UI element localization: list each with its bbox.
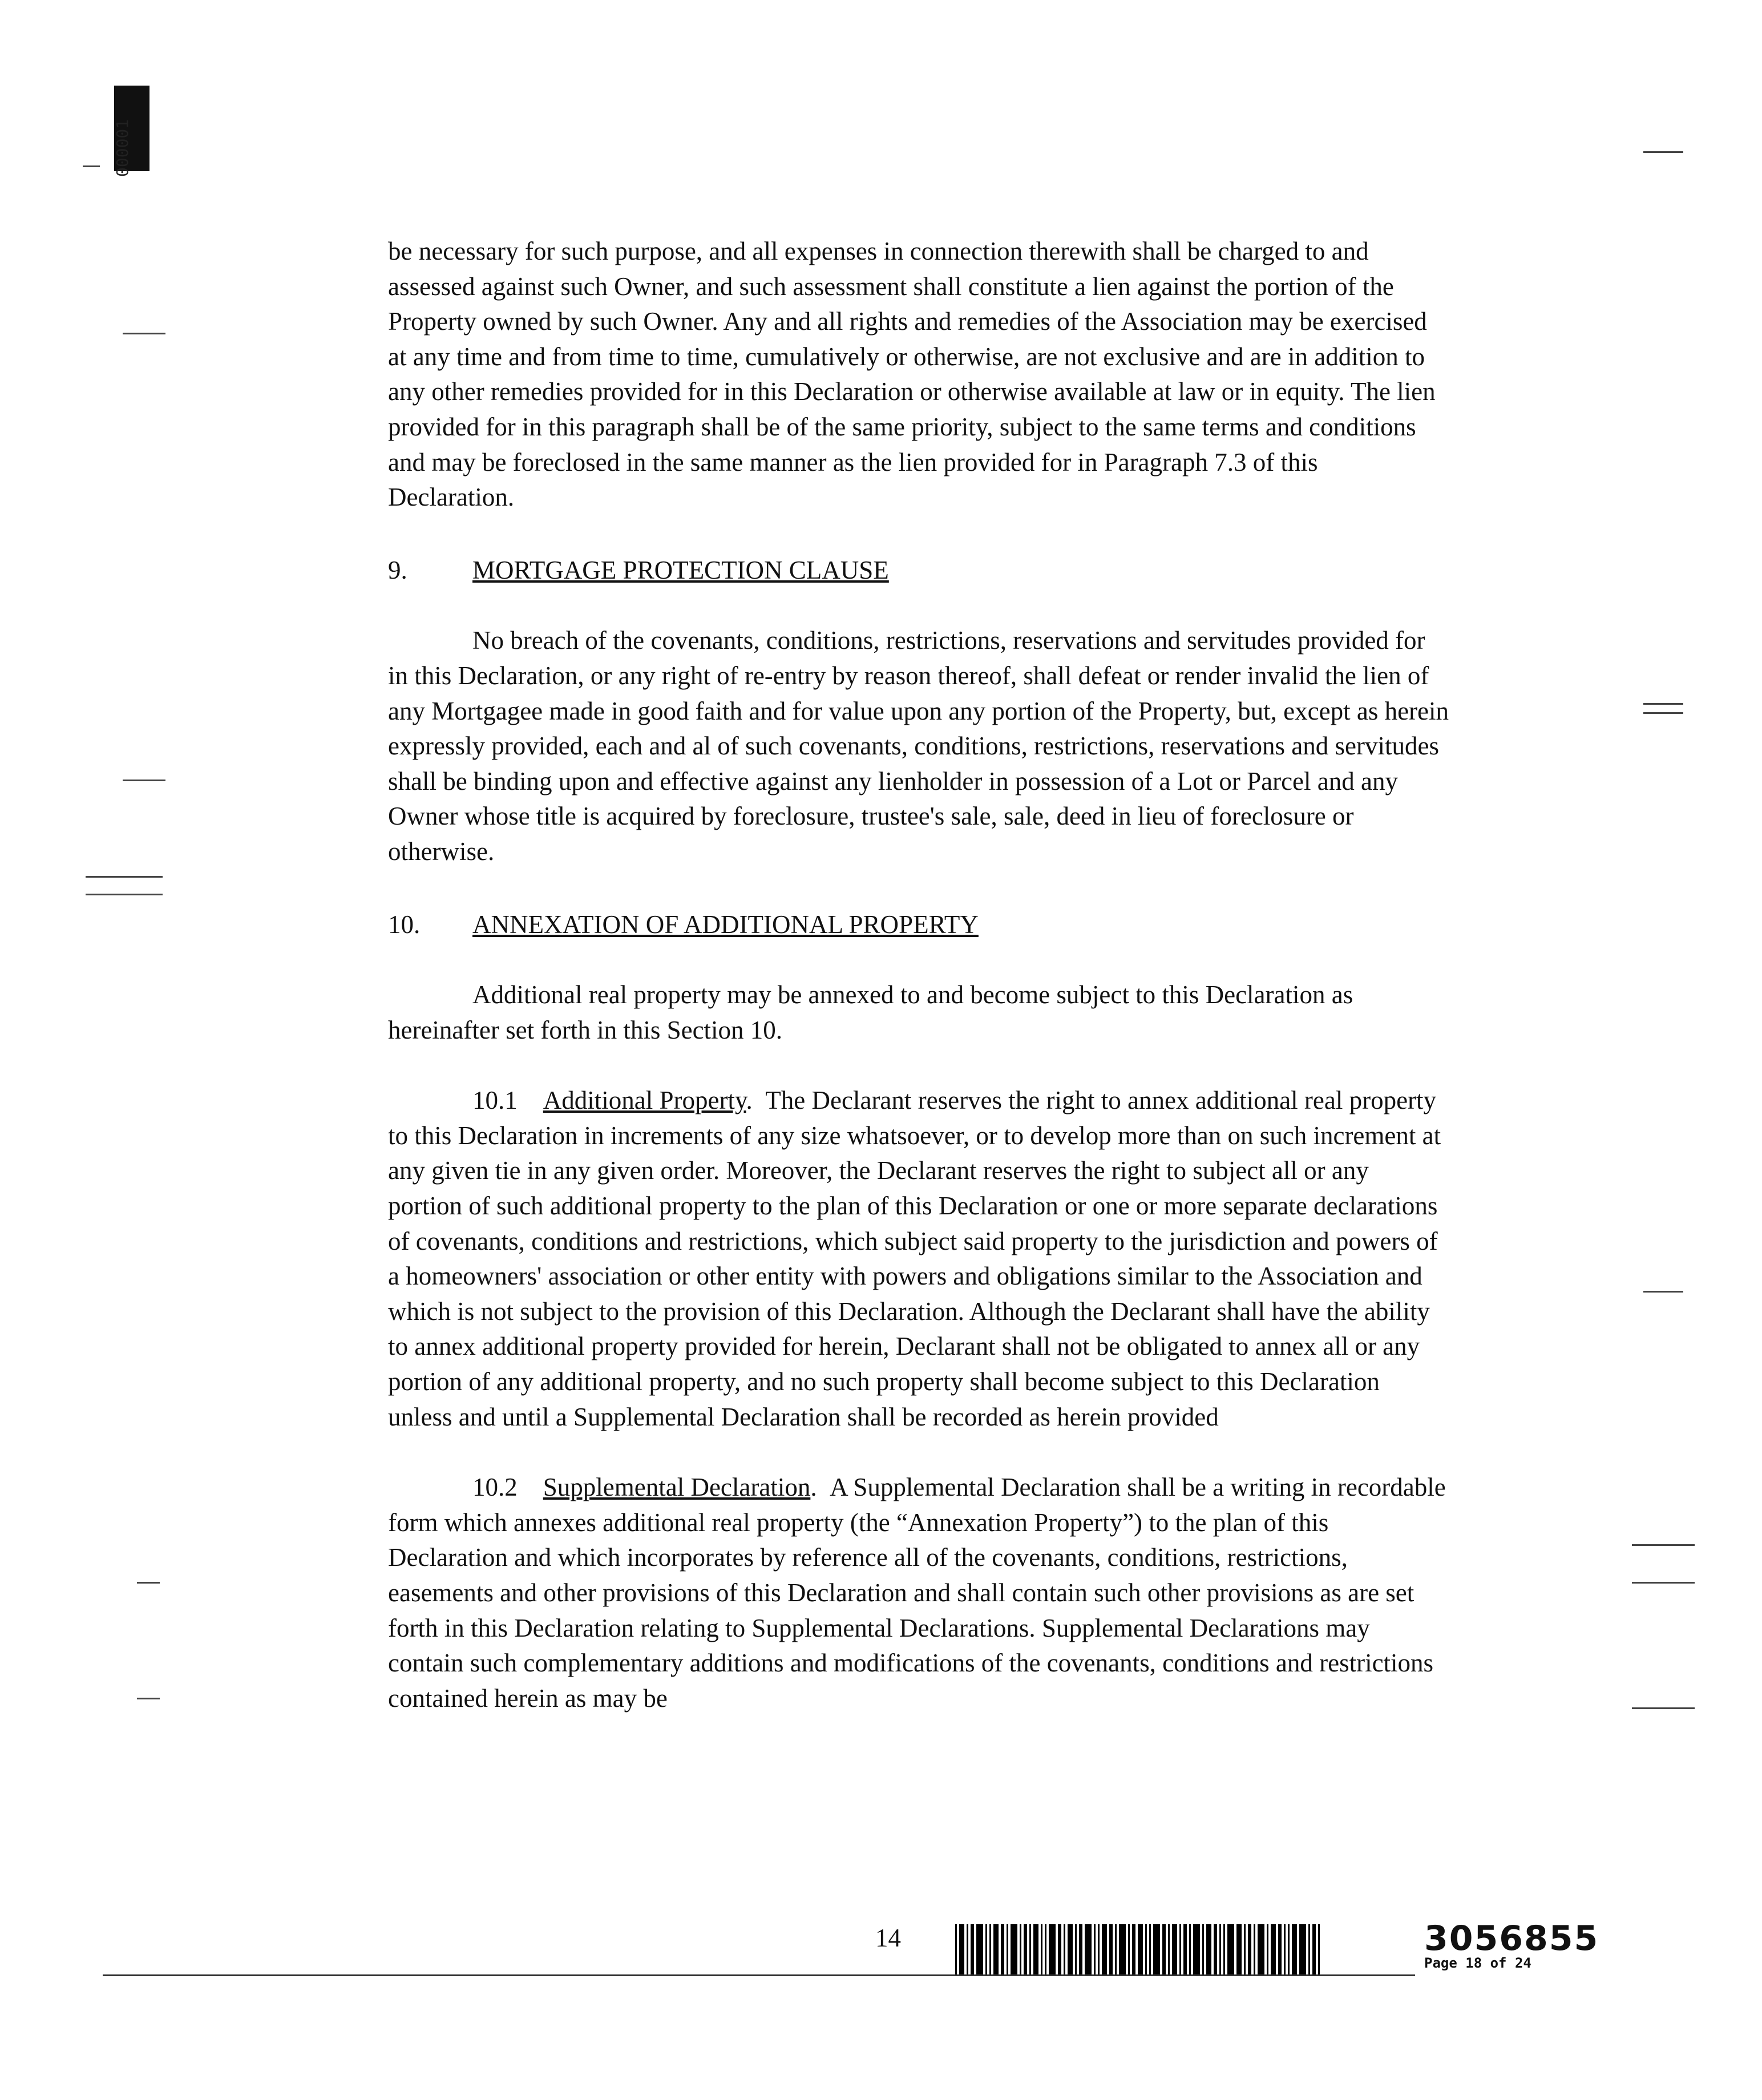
barcode-bar	[955, 1924, 957, 1976]
barcode-bar	[1068, 1924, 1073, 1976]
barcode-bar	[1149, 1924, 1151, 1976]
barcode-bar	[1284, 1924, 1286, 1976]
page-number: 14	[875, 1924, 901, 1952]
barcode-bar	[1162, 1924, 1166, 1976]
barcode-bar	[1278, 1924, 1282, 1976]
barcode-bar	[1227, 1924, 1234, 1976]
scan-tick-mark	[1643, 1291, 1683, 1293]
barcode-bar	[1020, 1924, 1021, 1976]
barcode-bar	[1299, 1924, 1306, 1976]
barcode-bar	[1132, 1924, 1135, 1976]
barcode-bar	[1244, 1924, 1246, 1976]
barcode-bar	[1007, 1924, 1008, 1976]
barcode-bar	[1172, 1924, 1177, 1976]
section-9-paragraph: No breach of the covenants, conditions, restrictions, reservations and servitudes provided for in this Declaration, or any right of re-entry by reason thereof, shall defeat or render invalid the lien of any Mortgagee made in good faith and for value upon any portion of the Property, but, except as herein expressly provided, each and al of such covenants, conditions, restrictions, reservations and servitudes shall be binding upon and effective against any lienholder in possession of a Lot or Parcel and any Owner whose title is acquired by foreclosure, trustee's sale, sale, deed in lieu of foreclosure or otherwise.	[388, 626, 1449, 866]
barcode-bar	[1258, 1924, 1264, 1976]
barcode-bar	[1058, 1924, 1061, 1976]
section-10-heading	[388, 907, 1449, 943]
barcode-bar	[1119, 1924, 1126, 1976]
subsection-10-2-paragraph: 10.2 Supplemental Declaration. A Supplemental Declaration shall be a writing in recordable form which annexes additional real property (the “Annexation Property”) to the plan of this Declaration and which incorporates by reference all of the covenants, conditions, restrictions, easements and other provisions of this Declaration and shall contain such other provisions as are set forth in this Declaration relating to Supplemental Declarations. Supplemental Declarations may contain such complementary additions and modifications of the covenants, conditions and restrictions contained herein as may be	[388, 1473, 1446, 1713]
scan-tick-mark	[123, 780, 165, 781]
barcode-bar	[1049, 1924, 1056, 1976]
scan-tick-mark	[1632, 1582, 1695, 1584]
scan-tick-mark	[1632, 1544, 1695, 1546]
barcode-bar	[1033, 1924, 1038, 1976]
scan-tick-mark	[137, 1582, 160, 1584]
barcode-bar	[1214, 1924, 1217, 1976]
scan-tick-mark	[137, 1698, 160, 1699]
barcode-bar	[1001, 1924, 1004, 1976]
barcode-bar	[1138, 1924, 1143, 1976]
scan-tick-mark	[83, 165, 100, 167]
barcode-bar	[1109, 1924, 1113, 1976]
footer-rule	[103, 1974, 1415, 1976]
barcode-bar	[1312, 1924, 1316, 1976]
section-number: 10.	[388, 910, 421, 939]
barcode-bar	[1168, 1924, 1170, 1976]
barcode-bar	[976, 1924, 983, 1976]
barcode-bar	[1024, 1924, 1027, 1976]
barcode-bar	[1202, 1924, 1204, 1976]
barcode-bar	[1064, 1924, 1065, 1976]
barcode-bar	[959, 1924, 964, 1976]
barcode-bar	[1094, 1924, 1096, 1976]
barcode-bar	[1219, 1924, 1221, 1976]
barcode-bar	[1183, 1924, 1187, 1976]
subsection-10-1-paragraph: 10.1 Additional Property. The Declarant reserves the right to annex additional real property to this Declaration in increments of any size whatsoever, or to develop more than on such increment at any given tie in any given order. Moreover, the Declarant reserves the right to subject all or any portion of such additional property to the plan of this Declaration or one or more separate declarations of covenants, conditions and restrictions, which subject said property to the jurisdiction and powers of a homeowners' association or other entity with powers and obligations similar to the Association and which is not subject to the provision of this Declaration. Although the Declarant shall have the ability to annex additional property provided for herein, Declarant shall not be obligated to annex all or any portion of any additional property, and no such property shall become subject to this Declaration unless and until a Supplemental Declaration shall be recorded as herein provided	[388, 1086, 1441, 1431]
scan-tick-mark	[86, 876, 163, 878]
barcode-bar	[1075, 1924, 1077, 1976]
barcode-bar	[985, 1924, 987, 1976]
scan-tick-mark	[1643, 712, 1683, 714]
scan-tick-mark	[123, 333, 165, 334]
scan-tick-mark	[1643, 703, 1683, 705]
barcode-bar	[971, 1924, 974, 1976]
barcode-bar	[1189, 1924, 1191, 1976]
section-9-heading	[388, 553, 1449, 588]
section-title: ANNEXATION OF ADDITIONAL PROPERTY	[472, 910, 979, 939]
barcode-bar	[1292, 1924, 1297, 1976]
barcode-bar	[1029, 1924, 1031, 1976]
subsection-title: Supplemental Declaration	[543, 1473, 811, 1502]
barcode-bar	[1308, 1924, 1310, 1976]
barcode-bar	[1085, 1924, 1092, 1976]
barcode-bar	[1193, 1924, 1200, 1976]
barcode-bar	[1145, 1924, 1147, 1976]
scan-tick-mark	[1643, 151, 1683, 153]
subsection-title: Additional Property	[543, 1086, 746, 1115]
section-title: MORTGAGE PROTECTION CLAUSE	[472, 555, 889, 584]
barcode-bar	[1153, 1924, 1160, 1976]
barcode-bar	[1011, 1924, 1017, 1976]
barcode-bar	[1254, 1924, 1255, 1976]
intro-paragraph: be necessary for such purpose, and all expenses in connection therewith shall be charged to and assessed against such Owner, and such assessment shall constitute a lien against the portion of the Property owned by such Owner. Any and all rights and remedies of the Association may be exercised at any time and from time to time, cumulatively or otherwise, are not exclusive and are in addition to any other remedies provided for in this Declaration or otherwise available at law or in equity. The lien provided for in this paragraph shall be of the same priority, subject to the same terms and conditions and may be foreclosed in the same manner as the lien provided for in Paragraph 7.3 of this Declaration.	[388, 237, 1436, 512]
barcode-bar	[1179, 1924, 1181, 1976]
margin-stamp-number: 000001	[113, 119, 132, 177]
barcode-bar	[989, 1924, 991, 1976]
barcode-bar	[1128, 1924, 1130, 1976]
scan-tick-mark	[86, 894, 163, 895]
subsection-number: 10.2	[472, 1473, 518, 1502]
barcode-bar	[1115, 1924, 1117, 1976]
subsection-text: A Supplemental Declaration shall be a writing in recordable form which annexes additional real property (the “Annexation Property”) to the plan of this Declaration and which incorporates by reference all of the covenants, conditions, restrictions, easements and other provisions of this Declaration and shall contain such other provisions as are set forth in this Declaration relating to Supplemental Declarations. Supplemental Declarations may contain such complementary additions and modifications of the covenants, conditions and restrictions contained herein as may be	[388, 1473, 1446, 1713]
barcode-bar	[1248, 1924, 1251, 1976]
subsection-text: The Declarant reserves the right to annex additional real property to this Declaration in increments of any size whatsoever, or to develop more than on such increment at any given tie in any given order. Moreover, the Declarant reserves the right to subject all or any portion of such additional property to the plan of this Declaration or one or more separate declarations of covenants, conditions and restrictions, which subject said property to the jurisdiction and powers of a homeowners' association or other entity with powers and obligations similar to the Association and which is not subject to the provision of this Declaration. Although the Declarant shall have the ability to annex additional property provided for herein, Declarant shall not be obligated to annex all or any portion of any additional property, and no such property shall become subject to this Declaration unless and until a Supplemental Declaration shall be recorded as herein provided	[388, 1086, 1441, 1431]
barcode-bar	[967, 1924, 968, 1976]
barcode-bar	[1206, 1924, 1211, 1976]
recording-barcode	[955, 1924, 1406, 1976]
barcode-bar	[1045, 1924, 1046, 1976]
barcode-bar	[1041, 1924, 1042, 1976]
barcode-bar	[1318, 1924, 1320, 1976]
recording-page-count: Page 18 of 24	[1424, 1955, 1531, 1971]
recording-document-number: 3056855	[1424, 1919, 1599, 1958]
scan-tick-mark	[1632, 1707, 1695, 1709]
barcode-bar	[1223, 1924, 1225, 1976]
barcode-bar	[993, 1924, 999, 1976]
section-10-paragraph: Additional real property may be annexed to and become subject to this Declaration as hereinafter set forth in this Section 10.	[388, 980, 1353, 1044]
barcode-bar	[1098, 1924, 1100, 1976]
barcode-bar	[1271, 1924, 1276, 1976]
barcode-bar	[1079, 1924, 1082, 1976]
barcode-bar	[1102, 1924, 1107, 1976]
subsection-number: 10.1	[472, 1086, 518, 1115]
document-body	[388, 234, 1449, 1716]
section-number: 9.	[388, 555, 407, 584]
barcode-bar	[1236, 1924, 1242, 1976]
barcode-bar	[1288, 1924, 1290, 1976]
barcode-bar	[1267, 1924, 1268, 1976]
